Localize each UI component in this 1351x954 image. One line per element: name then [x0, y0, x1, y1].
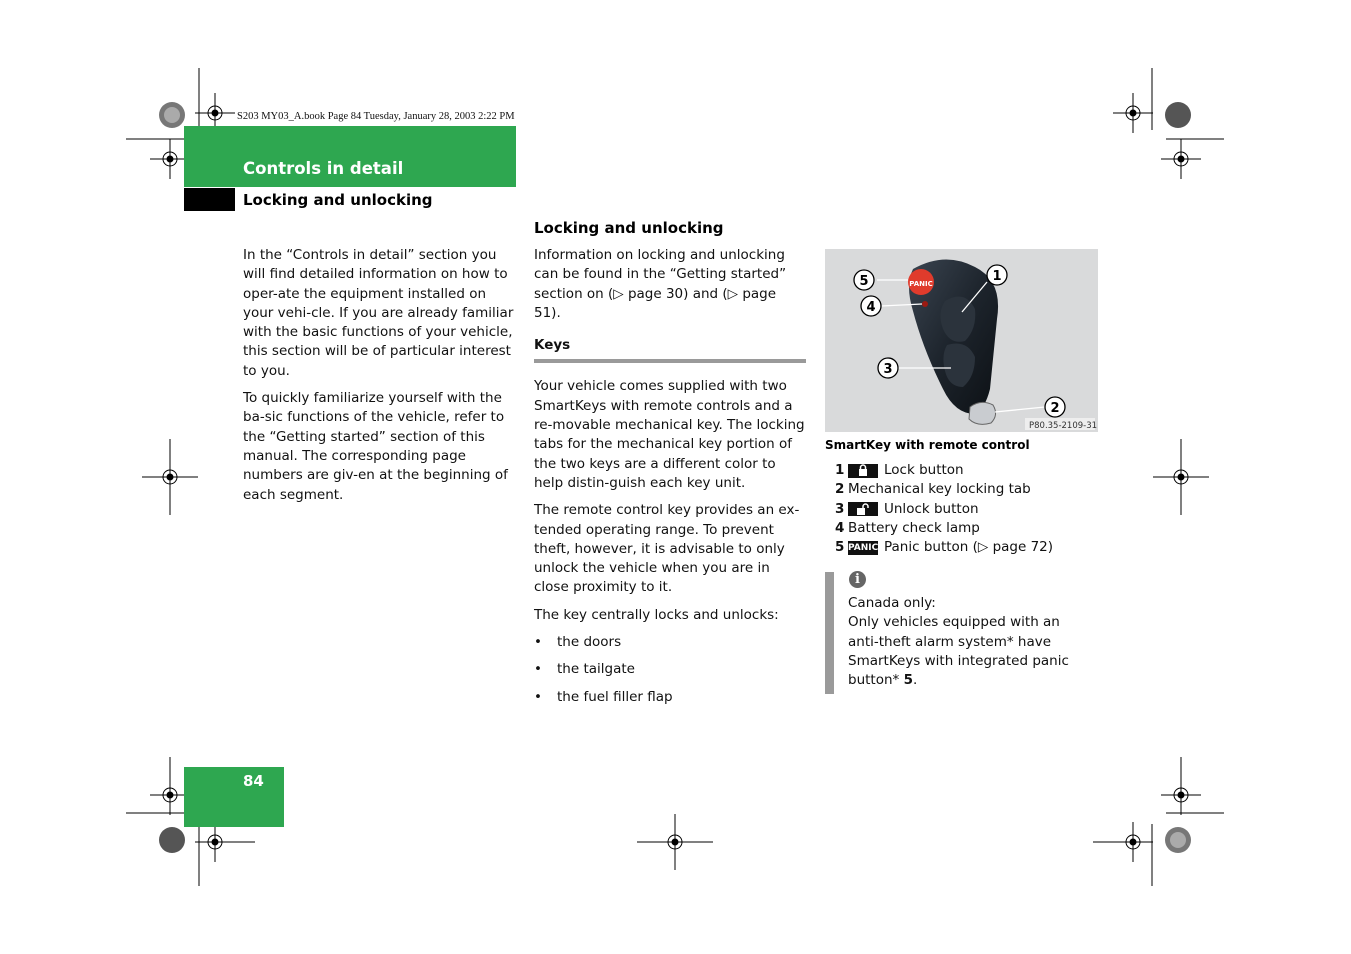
keys-rule: [534, 359, 806, 363]
page-number: 84: [243, 772, 264, 790]
note-line-2: Only vehicles equipped with an anti-theft alarm system* have SmartKeys with integrated panic button* 5.: [848, 614, 1069, 689]
keys-paragraph-3: The key centrally locks and unlocks:: [534, 606, 779, 623]
section-title: Controls in detail: [243, 159, 404, 178]
figure-caption: SmartKey with remote control: [825, 438, 1030, 452]
bullet-list: [534, 633, 806, 707]
legend-item-4: 4 Battery check lamp: [835, 519, 980, 536]
legend-item-3: 3 Unlock button: [835, 500, 979, 517]
callout-3: [878, 358, 898, 378]
keys-paragraph-1: Your vehicle comes supplied with two SmartKeys with remote controls and a re-movable mechanical key. The locking tabs for the mechanical key portion of the two keys are a different color to help distin-guish each key unit.: [534, 378, 805, 491]
subsection-title: Locking and unlocking: [243, 191, 433, 209]
callout-2: [1045, 397, 1065, 417]
smartkey-figure: [825, 249, 1098, 432]
svg-text:4: 4: [866, 300, 876, 315]
main-heading: Locking and unlocking: [534, 219, 724, 237]
figure-code: P80.35-2109-31: [1029, 421, 1098, 431]
svg-text:3: 3: [883, 362, 893, 377]
callout-4: [861, 296, 881, 316]
keys-paragraph-2: The remote control key provides an ex-tended operating range. To prevent theft, however, it is advisable to only unlock the vehicle when you are in close proximity to it.: [534, 502, 800, 596]
print-info-line: S203 MY03_A.book Page 84 Tuesday, January 28, 2003 2:22 PM: [237, 111, 515, 122]
intro-paragraph-2: To quickly familiarize yourself with the ba-sic functions of the vehicle, refer to the “Getting started” section of this manual. The corresponding page numbers are giv-en at the beginning of each segment.: [243, 390, 508, 503]
panic-label: PANIC: [909, 280, 933, 288]
note-line-1: Canada only:: [848, 595, 936, 611]
lock-icon: [848, 464, 878, 478]
info-paragraph: Information on locking and unlocking can be found in the “Getting started” section on (▷ page 30) and (▷ page 51).: [534, 247, 787, 321]
legend-item-2: 2 Mechanical key locking tab: [835, 481, 1031, 498]
callout-5: [854, 270, 874, 290]
unlock-icon: [848, 502, 878, 516]
note-text: [848, 594, 1088, 690]
legend-item-5: 5 PANIC Panic button (▷ page 72): [835, 539, 1054, 556]
page-number-box: [184, 767, 284, 827]
main-column: [534, 246, 806, 715]
svg-text:2: 2: [1050, 401, 1060, 416]
info-icon: i: [849, 571, 866, 588]
keys-heading: Keys: [534, 337, 571, 354]
legend-item-1: 1 Lock button: [835, 462, 964, 478]
key-legend: [835, 461, 1095, 557]
intro-column: [243, 246, 515, 513]
note-bar: [825, 572, 834, 694]
list-item: • the doors: [534, 633, 806, 652]
intro-paragraph-1: In the “Controls in detail” section you will find detailed information on how to oper-ate the equipment installed on your vehi-cle. If you are already familiar with the basic functions of your vehicle, this section will be of particular interest to you.: [243, 247, 514, 379]
svg-text:1: 1: [992, 269, 1002, 284]
header-tab-marker: [184, 188, 235, 211]
callout-1: [987, 265, 1007, 285]
list-item: • the tailgate: [534, 660, 806, 679]
panic-icon: PANIC: [848, 542, 879, 553]
list-item: • the fuel filler flap: [534, 688, 806, 707]
smartkey-illustration: [825, 249, 1098, 432]
svg-text:5: 5: [859, 274, 869, 289]
